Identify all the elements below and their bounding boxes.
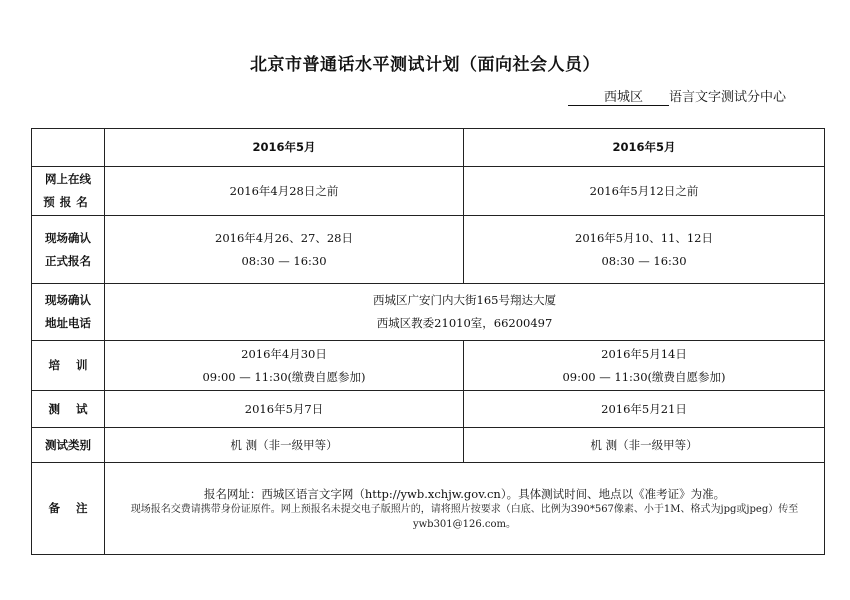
remarks-line-2: 现场报名交费请携带身份证原件。网上预报名未提交电子版照片的，请将照片按要求（白底、比例为390*567像素、小于1M、格式为jpg或jpeg）传至ywb301@126.com。 [130,503,799,530]
category-col1: 机 测（非一级甲等） [105,428,464,463]
row-label-prereg: 网上在线 预报名 [32,167,105,216]
table-row-confirm [32,216,825,284]
header-row [32,129,825,167]
schedule-table [31,128,825,555]
address-cell: 西城区广安门内大街165号翔达大厦 西城区教委21010室，66200497 [105,284,825,341]
row-label-remarks: 备注 [32,463,105,555]
confirm-col1: 2016年4月26、27、28日 08:30 — 16:30 [105,216,464,284]
row-label-address: 现场确认 地址电话 [32,284,105,341]
table-row-test [32,391,825,428]
table-row-address [32,284,825,341]
table-row-remarks [32,463,825,555]
row-label-category: 测试类别 [32,428,105,463]
training-col1: 2016年4月30日 09:00 — 11:30(缴费自愿参加) [105,341,464,391]
corner-cell [32,129,105,167]
center-name: 语言文字测试分中心 [669,90,787,105]
page-title: 北京市普通话水平测试计划（面向社会人员） [250,55,600,75]
table-row-prereg [32,167,825,216]
district-name: 西城区 [568,86,669,106]
training-col2: 2016年5月14日 09:00 — 11:30(缴费自愿参加) [464,341,825,391]
row-label-confirm: 现场确认 正式报名 [32,216,105,284]
table-row-training [32,341,825,391]
column-header-2: 2016年5月 [464,129,825,167]
remarks-cell [105,463,825,555]
row-label-training: 培训 [32,341,105,391]
test-col1: 2016年5月7日 [105,391,464,428]
prereg-col2: 2016年5月12日之前 [464,167,825,216]
center-line [568,86,786,106]
test-col2: 2016年5月21日 [464,391,825,428]
column-header-1: 2016年5月 [105,129,464,167]
remarks-line-1: 报名网址：西城区语言文字网（http://ywb.xchjw.gov.cn）。具体测试时间、地点以《准考证》为准。 [203,486,726,501]
row-label-test: 测试 [32,391,105,428]
prereg-col1: 2016年4月28日之前 [105,167,464,216]
table-row-category [32,428,825,463]
confirm-col2: 2016年5月10、11、12日 08:30 — 16:30 [464,216,825,284]
category-col2: 机 测（非一级甲等） [464,428,825,463]
